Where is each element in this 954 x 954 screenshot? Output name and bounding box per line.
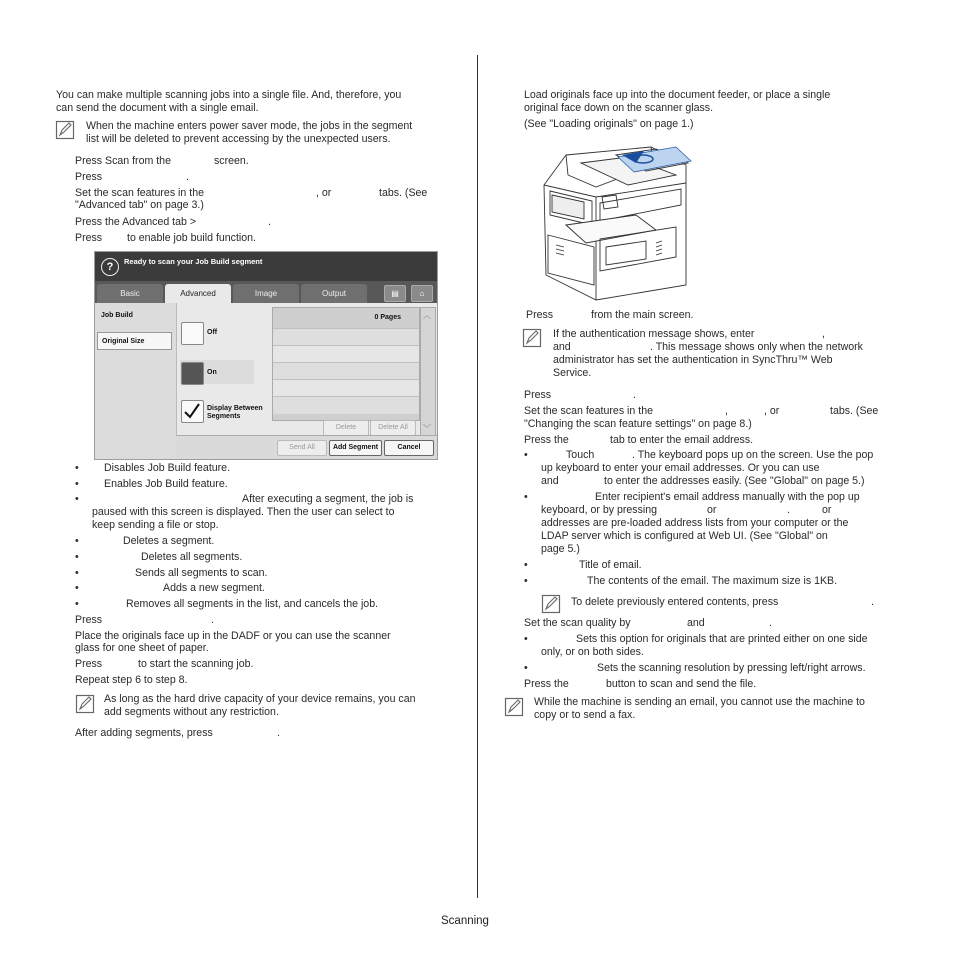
list-row[interactable] [273, 396, 419, 414]
after-place-2: glass for one sheet of paper. [75, 642, 209, 654]
bullet-delete-desc: Deletes a segment. [123, 535, 215, 547]
panel-left-menu [95, 303, 177, 459]
rstep-press: Press [524, 389, 552, 401]
home-icon[interactable]: ⌂ [411, 285, 433, 302]
page-footer: Scanning [441, 915, 489, 927]
bullet-marker: • [75, 551, 79, 563]
qbullet-resolution: Sets the scanning resolution by pressing left/right arrows. [597, 662, 866, 674]
rbullet-message: The contents of the email. The maximum size is 1KB. [587, 575, 838, 587]
pages-count: 0 Pages [374, 314, 401, 321]
after-place-1: Place the originals face up in the DADF or you can use the scanner [75, 630, 391, 642]
send-button-desc: button to scan and send the file. [606, 678, 757, 690]
step-advanced-tab: Press the Advanced tab > [75, 216, 197, 228]
bullet-marker: • [524, 662, 528, 674]
bullet-marker: • [75, 478, 79, 490]
note-icon [522, 328, 542, 348]
bullet-cancel-desc: Removes all segments in the list, and cancels the job. [126, 598, 379, 610]
note3-comma: , [822, 328, 825, 340]
rstep-changing-ref: "Changing the scan feature settings" on page 8.) [524, 418, 752, 430]
intro-line-2: can send the document with a single email. [56, 102, 259, 114]
note4-dot: . [871, 596, 874, 608]
list-row[interactable] [273, 345, 419, 363]
bullet-marker: • [524, 491, 528, 503]
note3-line-1: If the authentication message shows, enter [553, 328, 755, 340]
note-icon [55, 120, 75, 140]
qbullet-duplex-2: only, or on both sides. [541, 646, 644, 658]
tab-advanced[interactable]: Advanced [165, 284, 231, 303]
bullet-marker: • [524, 449, 528, 461]
list-row[interactable] [273, 379, 419, 397]
rstep-press-the: Press the [524, 434, 569, 446]
bullet-add-segment-desc: Adds a new segment. [163, 582, 265, 594]
rbullet-from-3: to enter the addresses easily. (See "Global" on page 5.) [604, 475, 865, 487]
send-all-button[interactable]: Send All [277, 440, 327, 456]
scroll-up-icon[interactable]: ︿ [423, 311, 431, 320]
column-divider [477, 55, 478, 898]
bullet-marker: • [75, 493, 79, 505]
step-tabs-see: tabs. (See [379, 187, 428, 199]
cancel-button[interactable]: Cancel [384, 440, 434, 456]
step-advanced-dot: . [268, 216, 271, 228]
load-line-3: (See "Loading originals" on page 1.) [524, 118, 694, 130]
note-icon [541, 594, 561, 614]
list-row[interactable] [273, 328, 419, 346]
segment-list[interactable] [272, 307, 420, 421]
bullet-display-desc-1: After executing a segment, the job is [242, 493, 414, 505]
help-icon[interactable]: ? [101, 258, 119, 276]
rbullet-to-2: keyboard, or by pressing [541, 504, 658, 516]
rbullet-to-or2: or [822, 504, 832, 516]
option-off-label: Off [207, 329, 218, 336]
delete-all-button[interactable]: Delete All [370, 420, 416, 436]
bullet-marker: • [524, 633, 528, 645]
menu-original-size[interactable]: Original Size [97, 332, 172, 350]
quality-line: Set the scan quality by [524, 617, 631, 629]
send-press-the: Press the [524, 678, 569, 690]
bullet-send-all-desc: Sends all segments to scan. [135, 567, 268, 579]
rbullet-from-1: . The keyboard pops up on the screen. Use the pop [632, 449, 874, 461]
bullet-off-desc: Disables Job Build feature. [104, 462, 231, 474]
rstep-tabs-see: tabs. (See [830, 405, 879, 417]
step-screen: screen. [214, 155, 249, 167]
quality-and: and [687, 617, 705, 629]
load-line-1: Load originals face up into the document feeder, or place a single [524, 89, 831, 101]
note1-line-1: When the machine enters power saver mode, the jobs in the segment [86, 120, 413, 132]
note-icon [504, 697, 524, 717]
add-segment-button[interactable]: Add Segment [329, 440, 382, 456]
rbullet-to-4: LDAP server which is configured at Web UI. (See "Global" on [541, 530, 828, 542]
note3-line-2: . This message shows only when the network [650, 341, 863, 353]
tab-image[interactable]: Image [233, 284, 299, 303]
rstep-set-features: Set the scan features in the [524, 405, 653, 417]
final-press: After adding segments, press [75, 727, 213, 739]
step-advanced-ref: "Advanced tab" on page 3.) [75, 199, 204, 211]
rbullet-from-2: up keyboard to enter your email addresses. Or you can use [541, 462, 820, 474]
scroll-down-icon[interactable]: ﹀ [423, 424, 431, 433]
display-between-label: Display Between Segments [207, 405, 263, 420]
bullet-on-desc: Enables Job Build feature. [104, 478, 228, 490]
note3-line-4: Service. [553, 367, 592, 379]
note-icon [75, 694, 95, 714]
quality-dot: . [769, 617, 772, 629]
final-press-dot: . [277, 727, 280, 739]
list-scrollbar[interactable] [420, 307, 436, 437]
note3-line-3: administrator has set the authentication in SyncThru™ Web [553, 354, 833, 366]
note5-line-1: While the machine is sending an email, you cannot use the machine to [534, 696, 865, 708]
bullet-marker: • [524, 559, 528, 571]
after-press: Press [75, 614, 103, 626]
rstep-or: , or [764, 405, 780, 417]
option-on-button[interactable] [181, 362, 204, 385]
press-main-screen: from the main screen. [591, 309, 694, 321]
rstep-press-dot: . [633, 389, 636, 401]
step-press: Press [75, 171, 103, 183]
rstep-email-tab: tab to enter the email address. [610, 434, 754, 446]
step-press-dot: . [186, 171, 189, 183]
panel-title: Ready to scan your Job Build segment [124, 257, 263, 266]
note1-line-2: list will be deleted to prevent accessing by the unexpected users. [86, 133, 391, 145]
job-status-icon[interactable]: ▤ [384, 285, 406, 302]
tab-output[interactable]: Output [301, 284, 367, 303]
panel-header [95, 252, 437, 281]
step-or: , or [316, 187, 332, 199]
menu-job-build[interactable]: Job Build [101, 312, 133, 319]
after-start-scan: to start the scanning job. [138, 658, 254, 670]
bullet-delete-all-desc: Deletes all segments. [141, 551, 243, 563]
option-on-label: On [207, 369, 217, 376]
rbullet-to-or: or [707, 504, 717, 516]
after-press-dot: . [211, 614, 214, 626]
note4-line: To delete previously entered contents, press [571, 596, 779, 608]
after-press-start: Press [75, 658, 103, 670]
intro-line-1: You can make multiple scanning jobs into a single file. And, therefore, you [56, 89, 402, 101]
note2-line-2: add segments without any restriction. [104, 706, 279, 718]
bullet-marker: • [75, 582, 79, 594]
press-main: Press [526, 309, 554, 321]
bullet-marker: • [75, 598, 79, 610]
bullet-marker: • [75, 567, 79, 579]
step-enable-job-build: to enable job build function. [127, 232, 256, 244]
delete-button[interactable]: Delete [323, 420, 369, 436]
checkmark-icon [183, 402, 201, 420]
job-build-panel [94, 251, 438, 460]
step-set-features: Set the scan features in the [75, 187, 204, 199]
panel-tabs [95, 281, 437, 303]
rbullet-to-1: Enter recipient's email address manually with the pop up [595, 491, 860, 503]
bullet-marker: • [524, 575, 528, 587]
tab-basic[interactable]: Basic [97, 284, 163, 303]
step-scan-from: Press Scan from the [75, 155, 171, 167]
step-press-on: Press [75, 232, 103, 244]
after-repeat: Repeat step 6 to step 8. [75, 674, 188, 686]
rbullet-to-5: page 5.) [541, 543, 580, 555]
rbullet-to-dot: . [787, 504, 790, 516]
printer-illustration [536, 135, 696, 305]
note2-line-1: As long as the hard drive capacity of your device remains, you can [104, 693, 416, 705]
list-row[interactable] [273, 362, 419, 380]
note5-line-2: copy or to send a fax. [534, 709, 636, 721]
rbullet-to-3: addresses are pre-loaded address lists from your computer or the [541, 517, 849, 529]
bullet-display-desc-2: paused with this screen is displayed. Then the user can select to [92, 506, 395, 518]
rbullet-subject: Title of email. [579, 559, 642, 571]
bullet-marker: • [75, 462, 79, 474]
bullet-marker: • [75, 535, 79, 547]
rbullet-touch: Touch [566, 449, 595, 461]
rstep-comma: , [725, 405, 728, 417]
load-line-2: original face down on the scanner glass. [524, 102, 714, 114]
rbullet-from-and: and [541, 475, 559, 487]
option-off-button[interactable] [181, 322, 204, 345]
qbullet-duplex-1: Sets this option for originals that are printed either on one side [576, 633, 868, 645]
bullet-display-desc-3: keep sending a file or stop. [92, 519, 219, 531]
note3-and: and [553, 341, 571, 353]
